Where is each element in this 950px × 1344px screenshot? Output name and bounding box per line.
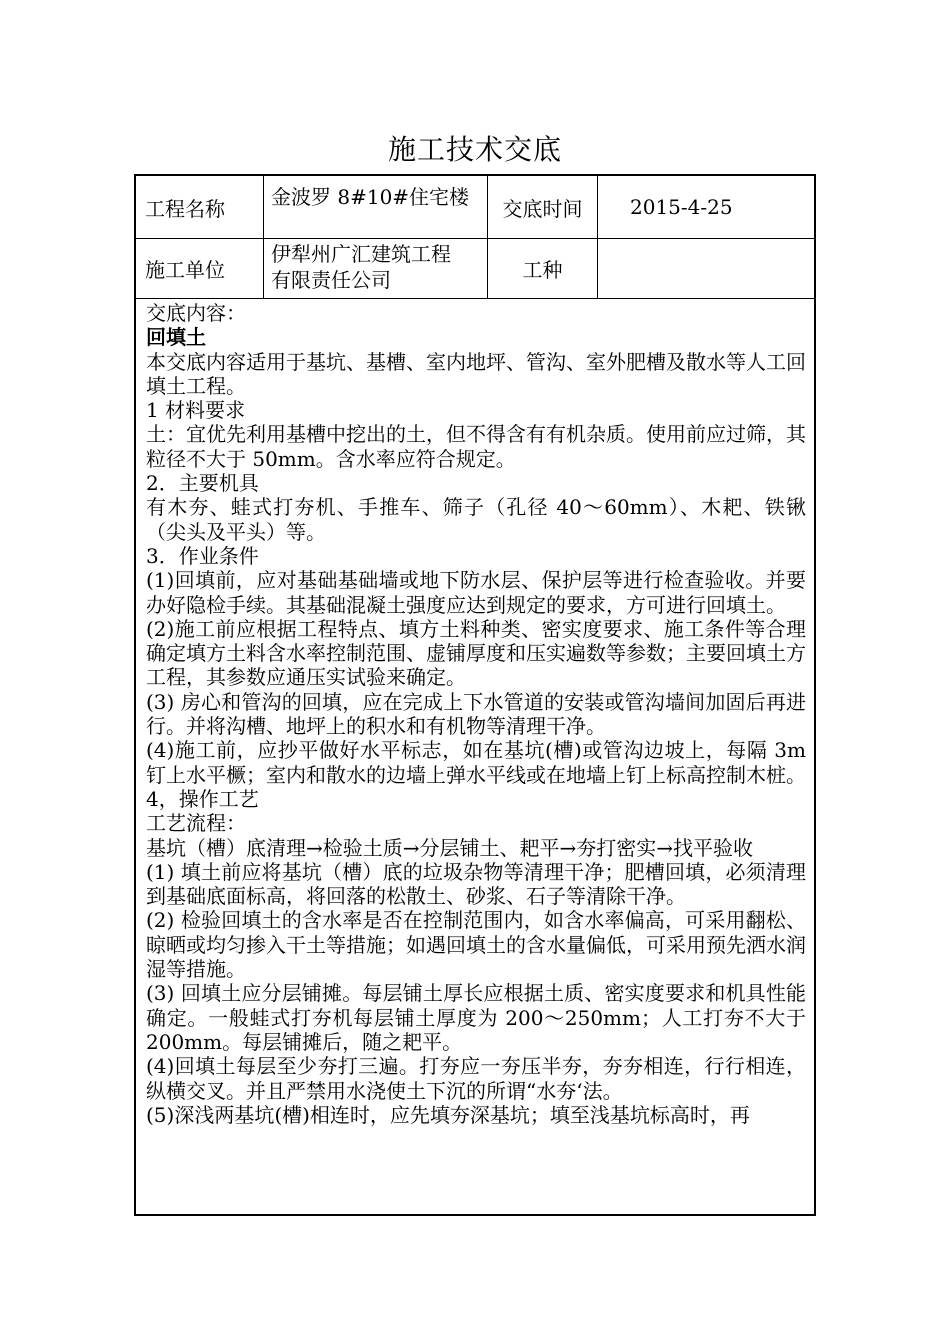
content-paragraph: (4)施工前，应抄平做好水平标志，如在基坑(槽)或管沟边坡上，每隔 3m 钉上水平橛；室内和散水的边墙上弹水平线或在地墙上钉上标高控制木桩。 xyxy=(146,738,806,787)
content-paragraph: (2) 检验回填土的含水率是否在控制范围内，如含水率偏高，可采用翻松、晾晒或均匀掺入干土等措施；如遇回填土的含水量偏低，可采用预先洒水润湿等措施。 xyxy=(146,908,806,982)
project-name-value: 金波罗 8#10#住宅楼 xyxy=(264,176,488,238)
content-paragraph: (5)深浅两基坑(槽)相连时，应先填夯深基坑；填至浅基坑标高时，再 xyxy=(146,1102,750,1127)
disclosure-content xyxy=(136,298,814,1214)
content-paragraph: 本交底内容适用于基坑、基槽、室内地坪、管沟、室外肥槽及散水等人工回填土工程。 xyxy=(146,349,806,398)
content-paragraph: (3) 房心和管沟的回填，应在完成上下水管道的安装或管沟墙间加固后再进行。并将沟槽、地坪上的积水和有机物等清理干净。 xyxy=(146,689,806,739)
content-paragraph: 4，操作工艺 xyxy=(146,786,259,811)
content-paragraph: (1)回填前，应对基础基础墙或地下防水层、保护层等进行检查验收。并要办好隐检手续。其基础混凝土强度应达到规定的要求，方可进行回填土。 xyxy=(146,568,806,617)
content-paragraph: (4)回填土每层至少夯打三遍。打夯应一夯压半夯，夯夯相连，行行相连，纵横交叉。并且严禁用水浇使土下沉的所谓“水夯‘法。 xyxy=(146,1054,806,1103)
form-row-contractor xyxy=(136,238,814,299)
content-paragraph: 基坑（槽）底清理→检验土质→分层铺土、耙平→夯打密实→找平验收 xyxy=(146,835,754,860)
content-paragraph: (3) 回填土应分层铺摊。每层铺土厚长应根据土质、密实度要求和机具性能确定。一般蛙式打夯机每层铺土厚度为 200～250mm；人工打夯不大于 200mm。每层铺摊后，随之耙平。 xyxy=(146,981,806,1054)
date-value: 2015-4-25 xyxy=(630,195,733,219)
page-title: 施工技术交底 xyxy=(387,133,562,166)
disclosure-form xyxy=(134,174,816,1216)
content-paragraph: 交底内容： xyxy=(146,301,246,325)
content-paragraph: (2)施工前应根据工程特点、填方土料种类、密实度要求、施工条件等合理确定填方土料含水率控制范围、虚铺厚度和压实遍数等参数；主要回填土方工程，其参数应通压实试验来确定。 xyxy=(146,616,806,690)
content-paragraph: 有木夯、蛙式打夯机、手推车、筛子（孔径 40～60mm）、木耙、铁锹（尖头及平头）等。 xyxy=(146,495,806,544)
contractor-value xyxy=(264,238,488,298)
trade-value xyxy=(598,238,816,298)
trade-label: 工种 xyxy=(488,238,598,298)
date-label: 交底时间 xyxy=(488,176,598,238)
content-paragraph: 土：宜优先利用基槽中挖出的土，但不得含有有机杂质。使用前应过筛，其粒径不大于 50mm。含水率应符合规定。 xyxy=(146,422,806,471)
content-paragraph: 2．主要机具 xyxy=(146,471,259,496)
contractor-value-line2: 有限责任公司 xyxy=(271,268,391,292)
content-paragraph: (1) 填土前应将基坑（槽）底的垃圾杂物等清理干净；肥槽回填，必须清理到基础底面标高，将回落的松散土、砂浆、石子等清除干净。 xyxy=(146,859,806,909)
content-paragraph: 工艺流程： xyxy=(146,811,246,836)
content-paragraph: 3．作业条件 xyxy=(146,543,259,568)
content-paragraph: 回填土 xyxy=(146,325,206,350)
project-name-label: 工程名称 xyxy=(136,176,264,238)
form-row-project xyxy=(136,176,814,239)
content-paragraph: 1 材料要求 xyxy=(146,398,246,423)
contractor-label: 施工单位 xyxy=(136,238,264,298)
contractor-value-line1: 伊犁州广汇建筑工程 xyxy=(271,242,451,266)
